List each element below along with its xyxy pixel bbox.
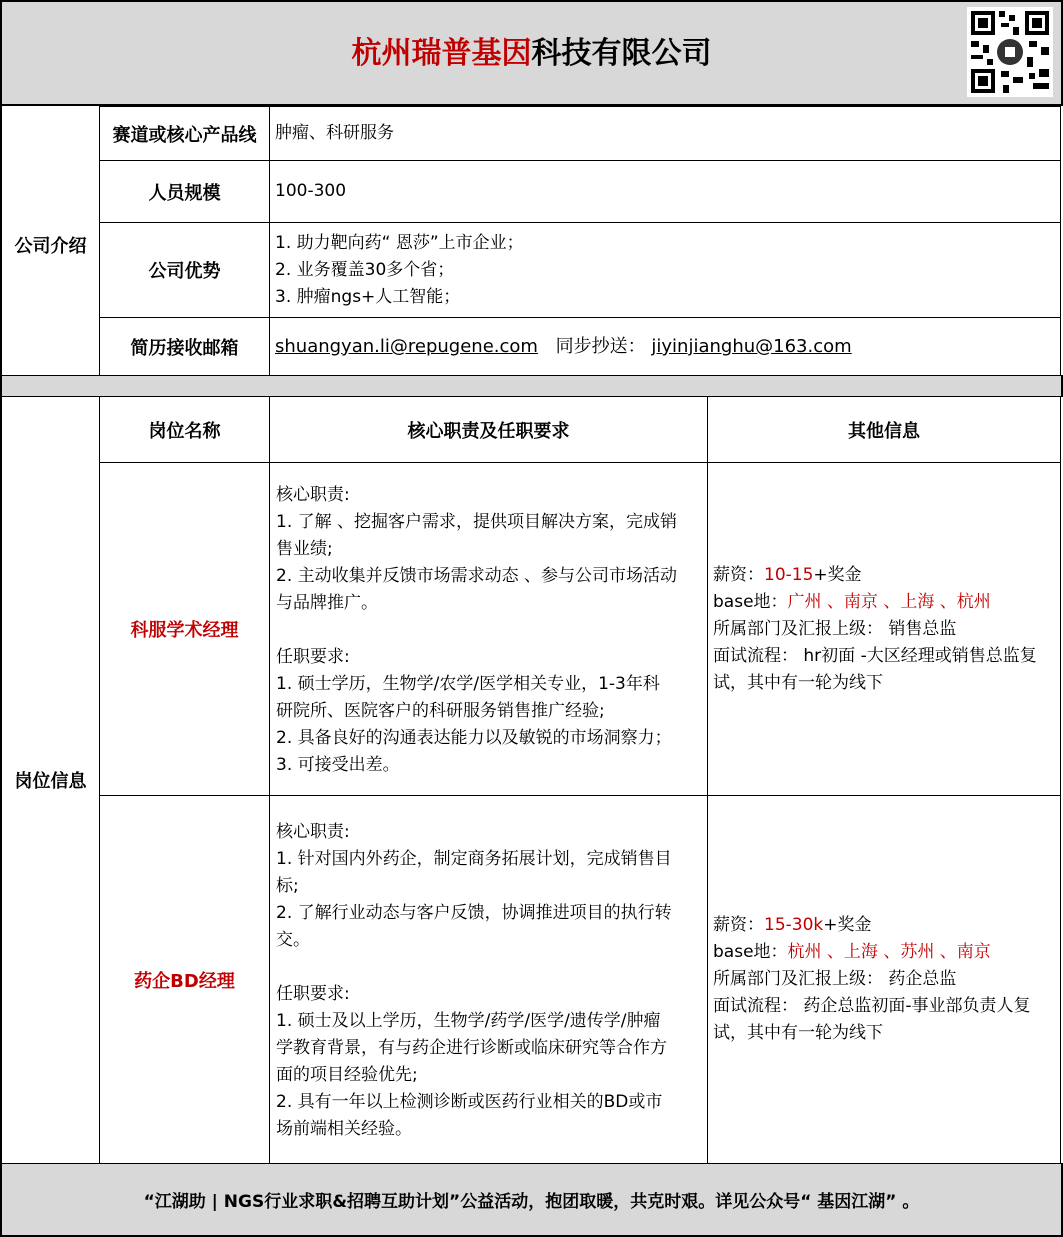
- req-line: 2. 具有一年以上检测诊断或医药行业相关的BD或市: [276, 1092, 663, 1112]
- col-header-duties: 核心职责及任职要求: [269, 396, 708, 463]
- company-title: 杭州瑞普基因科技有限公司: [351, 36, 712, 71]
- col-header-other: 其他信息: [707, 396, 1061, 463]
- intro-label-size: 人员规模: [99, 160, 270, 223]
- cc-email-link[interactable]: jiyinjianghu@163.com: [651, 336, 852, 357]
- position-other: 薪资：10-15+奖金 base地：广州 、南京 、上海 、杭州 所属部门及汇报上级： 销售总监 面试流程： hr初面 -大区经理或销售总监复 试，其中有一轮为线下: [707, 462, 1061, 796]
- duty-line: 标;: [276, 876, 299, 896]
- req-line: 3. 可接受出差。: [276, 755, 400, 775]
- intro-label-email: 简历接收邮箱: [99, 317, 270, 376]
- duty-line: 1. 了解 、挖掘客户需求，提供项目解决方案，完成销: [276, 512, 678, 532]
- position-title: 药企BD经理: [99, 795, 270, 1164]
- intro-value-size: 100-300: [269, 160, 1061, 223]
- position-duties: [269, 462, 708, 796]
- intro-section-label: 公司介绍: [0, 104, 100, 376]
- interview-line: 试，其中有一轮为线下: [713, 672, 883, 693]
- advantage-line: 2. 业务覆盖30多个省；: [275, 259, 455, 280]
- positions-section-label: 岗位信息: [0, 396, 100, 1164]
- intro-value-track: 肿瘤、科研服务: [269, 106, 1061, 161]
- email-link[interactable]: shuangyan.li@repugene.com: [275, 336, 538, 357]
- req-line: 研院所、医院客户的科研服务销售推广经验;: [276, 701, 605, 721]
- req-line: 2. 具备良好的沟通表达能力以及敏锐的市场洞察力；: [276, 728, 672, 748]
- dept-line: 所属部门及汇报上级： 销售总监: [713, 618, 957, 639]
- salary-value: 15-30k: [764, 915, 824, 935]
- interview-line: 试，其中有一轮为线下: [713, 1023, 883, 1043]
- duty-line: 交。: [276, 930, 310, 950]
- base-value: 广州 、南京 、上海 、杭州: [787, 591, 991, 612]
- intro-label-track: 赛道或核心产品线: [99, 106, 270, 161]
- req-line: 1. 硕士及以上学历，生物学/药学/医学/遗传学/肿瘤: [276, 1011, 661, 1031]
- salary-value: 10-15: [764, 564, 814, 585]
- footer-band: [0, 1163, 1063, 1237]
- req-title: 任职要求:: [276, 647, 350, 667]
- position-other: 薪资：15-30k+奖金 base地：杭州 、上海 、苏州 、南京 所属部门及汇报上级： 药企总监 面试流程： 药企总监初面-事业部负责人复 试，其中有一轮为线下: [707, 795, 1061, 1164]
- intro-value-advantage: [269, 222, 1061, 318]
- duties-title: 核心职责:: [276, 822, 350, 842]
- dept-line: 所属部门及汇报上级： 药企总监: [713, 969, 957, 989]
- req-line: 学教育背景，有与药企进行诊断或临床研究等合作方: [276, 1038, 667, 1058]
- duty-line: 2. 了解行业动态与客户反馈，协调推进项目的执行转: [276, 903, 672, 923]
- duty-line: 与品牌推广。: [276, 593, 378, 613]
- intro-label-advantage: 公司优势: [99, 222, 270, 318]
- col-header-title: 岗位名称: [99, 396, 270, 463]
- cc-label: 同步抄送：: [555, 336, 646, 357]
- interview-line: 面试流程： 药企总监初面-事业部负责人复: [713, 996, 1031, 1016]
- qr-code-icon: [967, 7, 1053, 97]
- duty-line: 售业绩;: [276, 539, 333, 559]
- duties-title: 核心职责:: [276, 485, 350, 505]
- advantage-line: 3. 肿瘤ngs+人工智能；: [275, 286, 461, 307]
- header-band: [0, 0, 1063, 106]
- duty-line: 1. 针对国内外药企，制定商务拓展计划，完成销售目: [276, 849, 672, 869]
- interview-line: 面试流程： hr初面 -大区经理或销售总监复: [713, 645, 1037, 666]
- req-title: 任职要求:: [276, 984, 350, 1004]
- section-separator: [0, 375, 1063, 397]
- req-line: 面的项目经验优先;: [276, 1065, 418, 1085]
- position-title: 科服学术经理: [99, 462, 270, 796]
- advantage-line: 1. 助力靶向药“ 恩莎”上市企业；: [275, 232, 524, 253]
- duty-line: 2. 主动收集并反馈市场需求动态 、参与公司市场活动: [276, 566, 678, 586]
- base-value: 杭州 、上海 、苏州 、南京: [787, 942, 991, 962]
- req-line: 场前端相关经验。: [276, 1119, 412, 1139]
- position-duties: [269, 795, 708, 1164]
- footer-text: “江湖助 | NGS行业求职&招聘互助计划”公益活动，抱团取暖，共克时艰。详见公众号“ 基因江湖” 。: [143, 1192, 920, 1212]
- intro-value-email: [269, 317, 1061, 376]
- req-line: 1. 硕士学历，生物学/农学/医学相关专业，1-3年科: [276, 674, 660, 694]
